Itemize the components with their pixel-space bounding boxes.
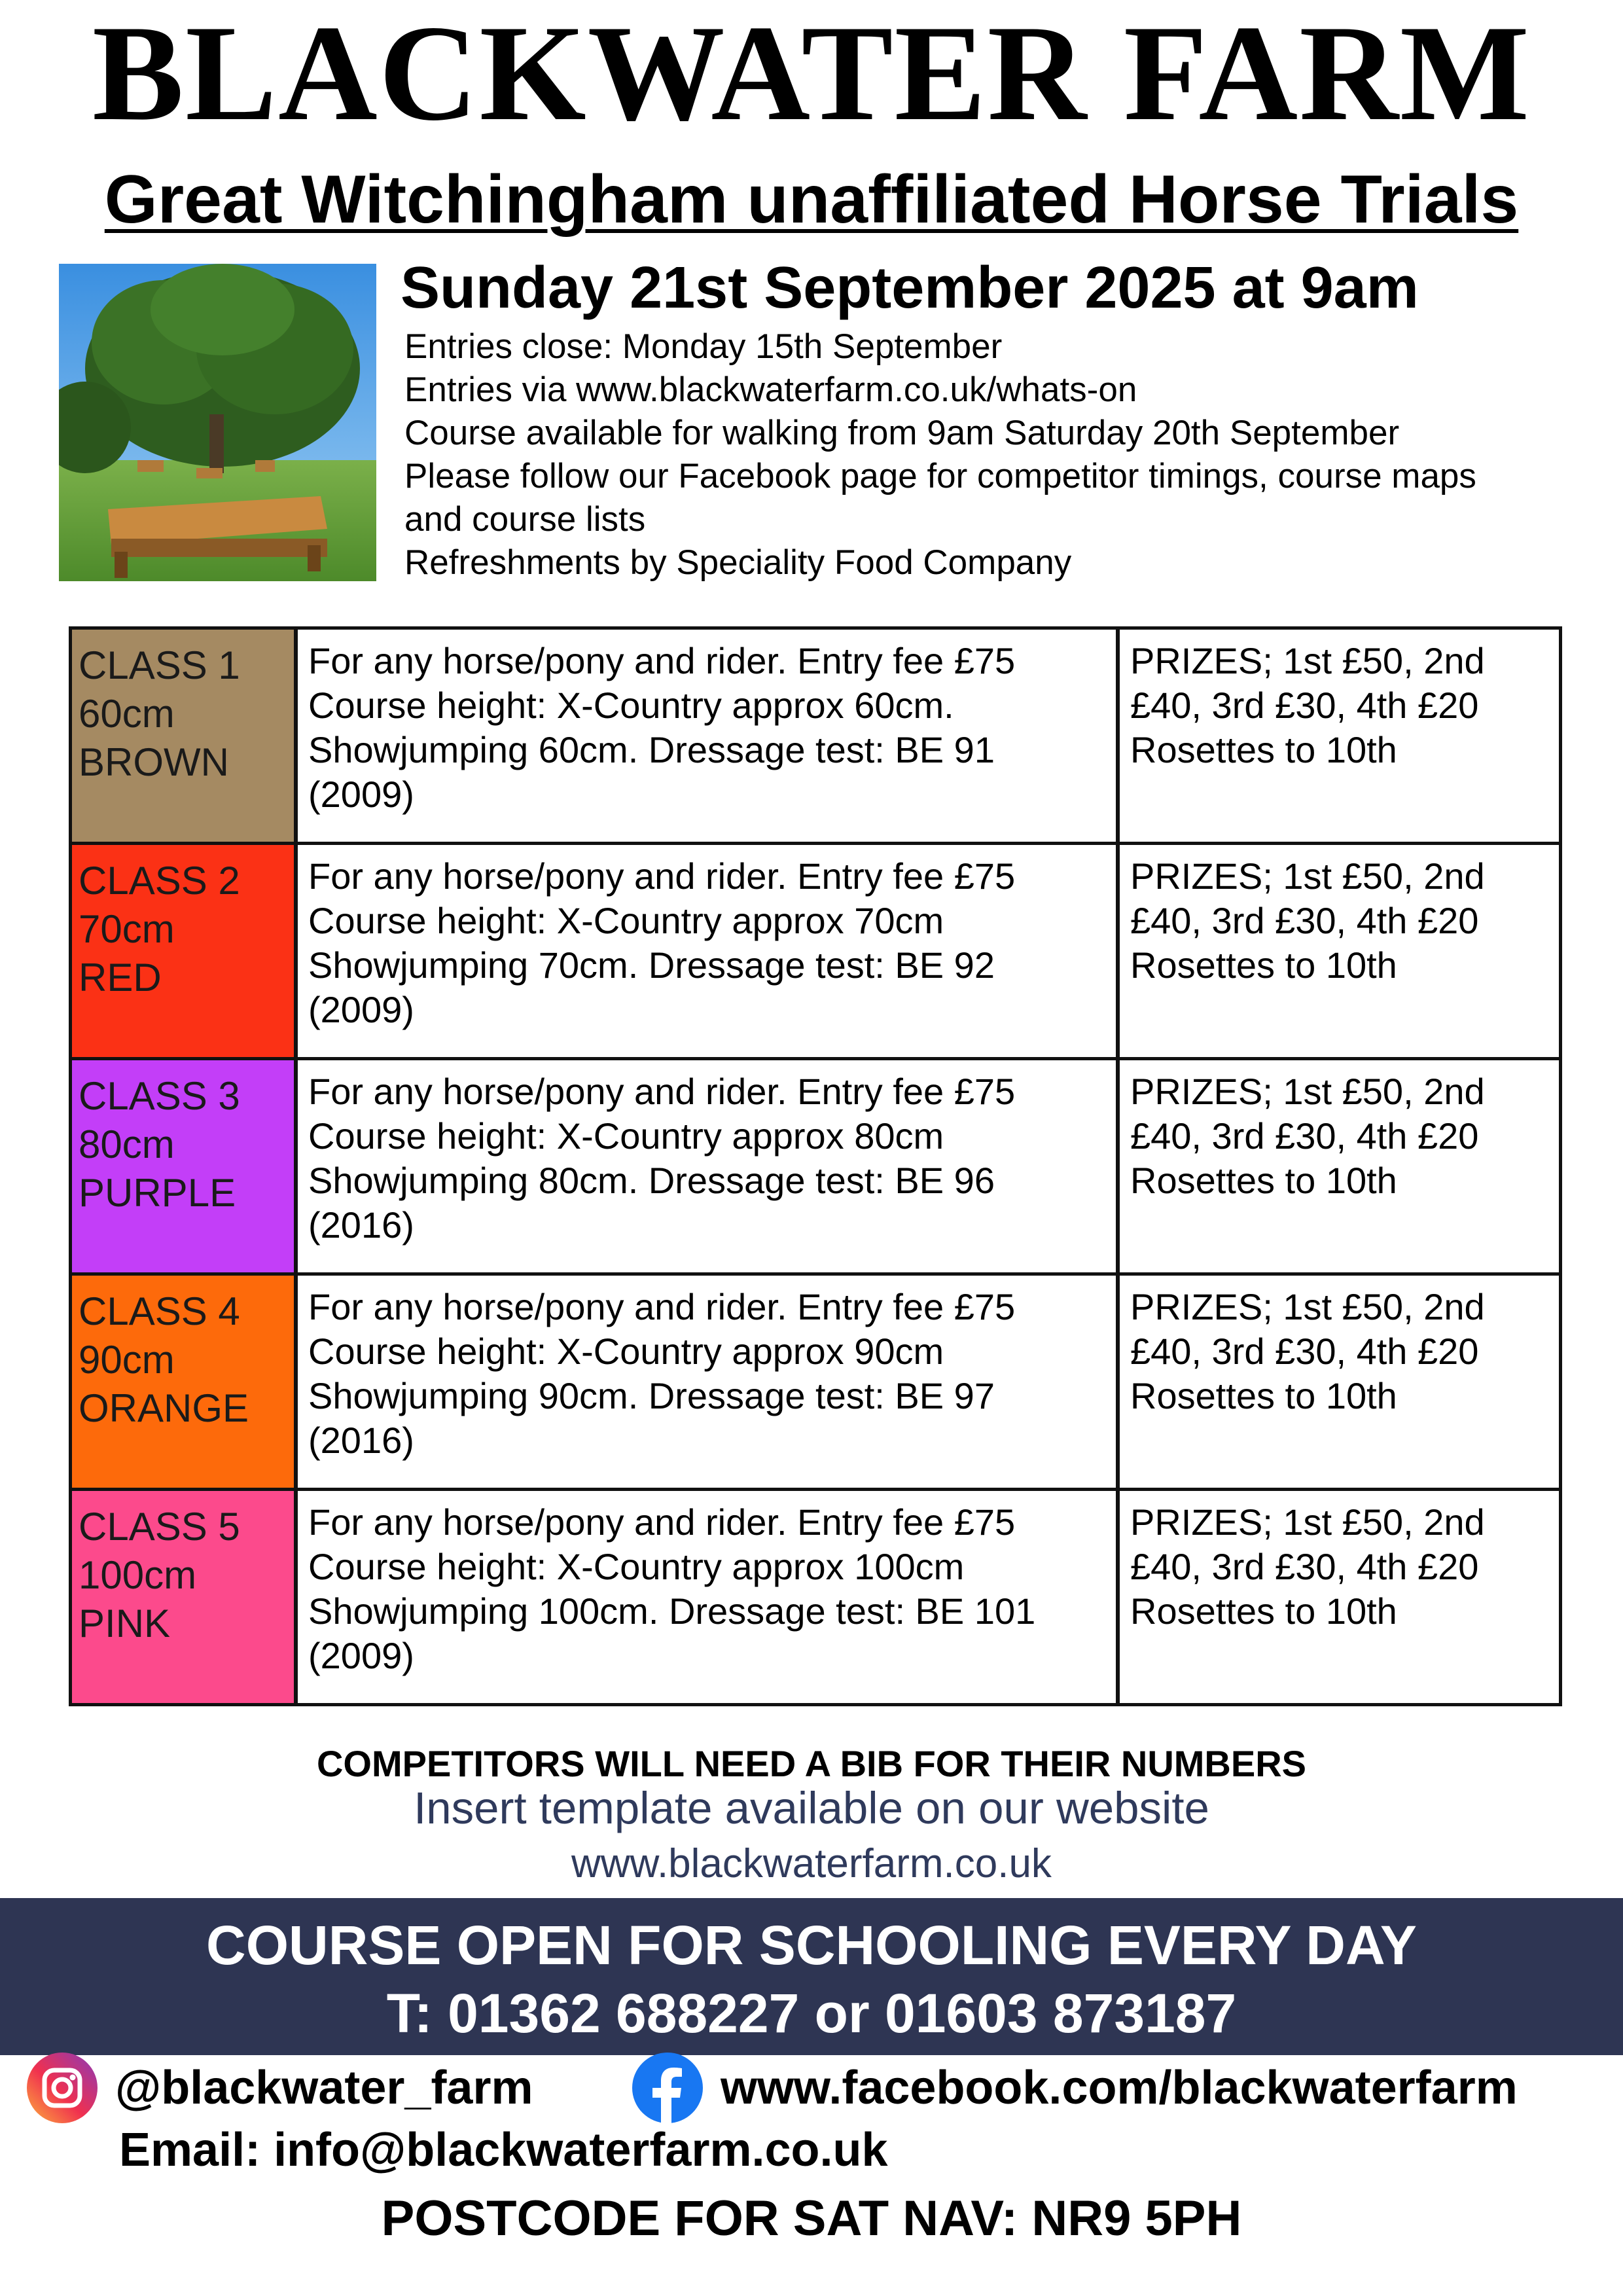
info-line: Course available for walking from 9am Saturday 20th September [404,414,1400,452]
class-row [69,626,1562,845]
prize-line: Rosettes to 10th [1130,1590,1397,1632]
instagram-contact[interactable] [26,2052,533,2124]
desc-line: Course height: X-Country approx 90cm [308,1331,944,1372]
class-label [72,1276,298,1488]
desc-line: For any horse/pony and rider. Entry fee £75 [308,1501,1016,1543]
desc-line: For any horse/pony and rider. Entry fee £75 [308,1071,1016,1112]
website-link[interactable]: www.blackwaterfarm.co.uk [571,1841,1052,1886]
class-description [298,630,1120,842]
class-number: CLASS 4 [79,1289,240,1333]
class-prizes [1120,1276,1559,1488]
desc-line: (2009) [308,989,414,1030]
class-description [298,845,1120,1057]
prize-line: Rosettes to 10th [1130,944,1397,986]
facebook-contact[interactable] [632,2052,1518,2124]
email-address[interactable]: Email: info@blackwaterfarm.co.uk [119,2124,888,2176]
prize-line: £40, 3rd £30, 4th £20 [1130,685,1479,726]
desc-line: Course height: X-Country approx 100cm [308,1546,965,1587]
desc-line: (2009) [308,774,414,815]
schooling-banner [0,1898,1623,2055]
class-table [69,626,1562,1706]
class-row [69,1272,1562,1491]
class-number: CLASS 3 [79,1074,240,1118]
class-prizes [1120,630,1559,842]
class-number: CLASS 2 [79,859,240,903]
class-row [69,842,1562,1060]
desc-line: Showjumping 90cm. Dressage test: BE 97 [308,1375,995,1416]
desc-line: Showjumping 100cm. Dressage test: BE 101 [308,1590,1036,1632]
class-description [298,1491,1120,1703]
desc-line: Course height: X-Country approx 70cm [308,900,944,941]
cross-country-photo [59,264,376,581]
class-label [72,630,298,842]
postcode: POSTCODE FOR SAT NAV: NR9 5PH [381,2191,1242,2246]
class-height: 70cm [79,907,175,951]
class-label [72,1060,298,1272]
prize-line: £40, 3rd £30, 4th £20 [1130,1115,1479,1157]
class-height: 100cm [79,1553,197,1597]
prize-line: £40, 3rd £30, 4th £20 [1130,900,1479,941]
desc-line: Course height: X-Country approx 60cm. [308,685,954,726]
desc-line: For any horse/pony and rider. Entry fee £75 [308,640,1016,681]
prize-line: Rosettes to 10th [1130,1375,1397,1416]
info-line: Refreshments by Speciality Food Company [404,543,1072,582]
class-height: 60cm [79,692,175,736]
prize-line: PRIZES; 1st £50, 2nd [1130,855,1485,897]
desc-line: (2016) [308,1420,414,1461]
page-title: BLACKWATER FARM [92,0,1531,149]
class-row [69,1057,1562,1276]
prize-line: PRIZES; 1st £50, 2nd [1130,1071,1485,1112]
class-colour: PINK [79,1602,171,1645]
class-colour: RED [79,956,162,999]
desc-line: Showjumping 70cm. Dressage test: BE 92 [308,944,995,986]
class-prizes [1120,1491,1559,1703]
desc-line: For any horse/pony and rider. Entry fee £75 [308,1286,1016,1327]
class-height: 90cm [79,1338,175,1382]
desc-line: Course height: X-Country approx 80cm [308,1115,944,1157]
prize-line: £40, 3rd £30, 4th £20 [1130,1331,1479,1372]
class-description [298,1276,1120,1488]
prize-line: Rosettes to 10th [1130,1160,1397,1201]
desc-line: Showjumping 60cm. Dressage test: BE 91 [308,729,995,770]
bib-notice: COMPETITORS WILL NEED A BIB FOR THEIR NUMBERS [316,1743,1307,1784]
event-info [404,325,1596,584]
class-label [72,1491,298,1703]
desc-line: Showjumping 80cm. Dressage test: BE 96 [308,1160,995,1201]
prize-line: £40, 3rd £30, 4th £20 [1130,1546,1479,1587]
class-row [69,1488,1562,1706]
desc-line: (2016) [308,1204,414,1246]
class-colour: ORANGE [79,1386,249,1430]
info-line: Please follow our Facebook page for competitor timings, course maps [404,457,1476,495]
desc-line: (2009) [308,1635,414,1676]
template-notice: Insert template available on our website [414,1783,1209,1833]
prize-line: PRIZES; 1st £50, 2nd [1130,1286,1485,1327]
facebook-icon [632,2052,704,2124]
class-prizes [1120,845,1559,1057]
info-line: Entries close: Monday 15th September [404,327,1003,366]
banner-headline: COURSE OPEN FOR SCHOOLING EVERY DAY [206,1914,1417,1976]
prize-line: Rosettes to 10th [1130,729,1397,770]
prize-line: PRIZES; 1st £50, 2nd [1130,1501,1485,1543]
class-colour: BROWN [79,740,229,784]
banner-phone[interactable]: T: 01362 688227 or 01603 873187 [386,1982,1237,2044]
event-subtitle: Great Witchingham unaffiliated Horse Trials [104,162,1519,238]
facebook-url: www.facebook.com/blackwaterfarm [721,2062,1518,2114]
class-description [298,1060,1120,1272]
class-number: CLASS 1 [79,643,240,687]
class-label [72,845,298,1057]
desc-line: For any horse/pony and rider. Entry fee £75 [308,855,1016,897]
event-date: Sunday 21st September 2025 at 9am [401,255,1419,321]
info-line: Entries via www.blackwaterfarm.co.uk/whats-on [404,370,1137,409]
prize-line: PRIZES; 1st £50, 2nd [1130,640,1485,681]
class-height: 80cm [79,1122,175,1166]
class-colour: PURPLE [79,1171,236,1215]
class-prizes [1120,1060,1559,1272]
info-line: and course lists [404,500,646,539]
instagram-handle: @blackwater_farm [115,2062,533,2114]
instagram-icon [26,2052,98,2124]
class-number: CLASS 5 [79,1505,240,1549]
